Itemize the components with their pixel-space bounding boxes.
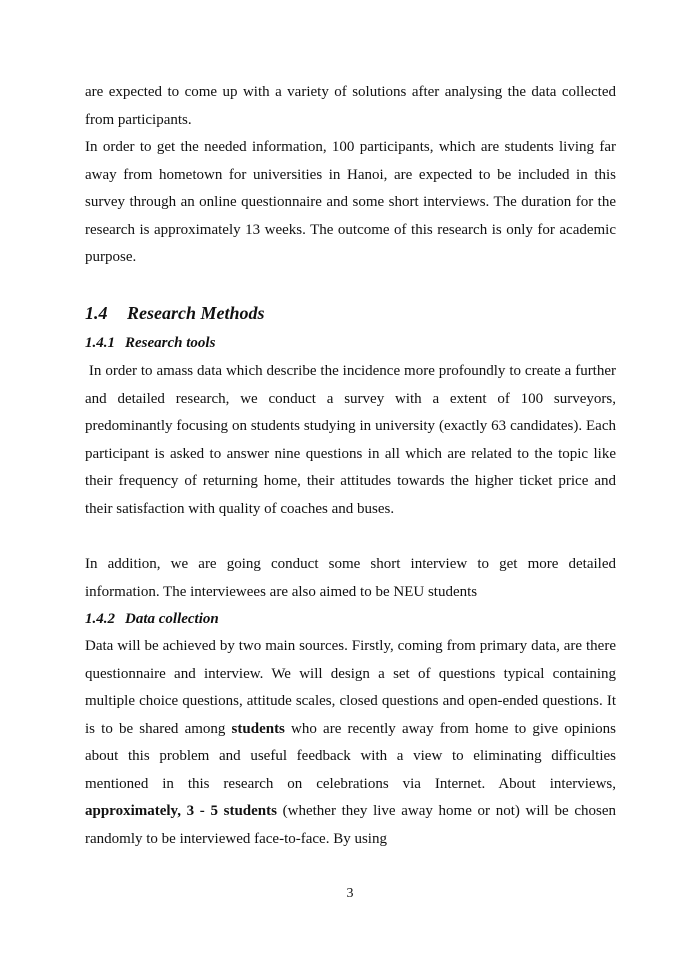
paragraph-intro-end: are expected to come up with a variety of solutions after analysing the data collected from participants.	[85, 84, 616, 128]
subsection-number: 1.4.2	[85, 611, 115, 627]
subsection-title: Research tools	[125, 335, 216, 351]
page-number: 3	[346, 886, 354, 901]
text-run: who are recently away from home to give opinions about this problem and useful feedback with a view to eliminating difficulties mentioned in this research on celebrations via Internet. About interviews,	[85, 720, 616, 792]
text-run: (whether they live away home or not) will be chosen randomly to be interviewed face-to-face. By using	[85, 803, 616, 847]
paragraph-participants: In order to get the needed information, 100 participants, which are students living far away from hometown for universities in Hanoi, are expected to be included in this survey through an online questionnaire and some short interviews. The duration for the research is approximately 13 weeks. The outcome of this research is only for academic purpose.	[85, 139, 616, 265]
subheading-research-tools	[85, 332, 215, 354]
paragraph-research-tools: In order to amass data which describe the incidence more profoundly to create a further and detailed research, we conduct a survey with a extent of 100 surveyors, predominantly focusing on students studying in university (exactly 63 candidates). Each participant is asked to answer nine questions in all which are related to the topic like their frequency of returning home, their attitudes towards the higher ticket price and their satisfaction with quality of coaches and buses.	[85, 363, 620, 517]
subsection-number: 1.4.1	[85, 335, 115, 351]
section-number: 1.4	[85, 303, 108, 323]
subheading-data-collection	[85, 608, 219, 630]
text-run: Data will be achieved by two main sources. Firstly, coming from primary data, are there questionnaire and interview. We will design a set of questions typical containing multiple choice questions, attitude scales, closed questions and open-ended questions. It is to be shared among	[85, 638, 616, 737]
bold-text-run: students	[231, 720, 285, 737]
section-title: Research Methods	[127, 303, 265, 323]
paragraph-interviews: In addition, we are going conduct some short interview to get more detailed information. The interviewees are also aimed to be NEU students	[85, 556, 616, 600]
bold-text-run: approximately, 3 - 5 students	[85, 803, 277, 819]
paragraph-data-collection	[85, 633, 616, 853]
section-heading-research-methods	[85, 301, 265, 325]
subsection-title: Data collection	[125, 611, 219, 627]
